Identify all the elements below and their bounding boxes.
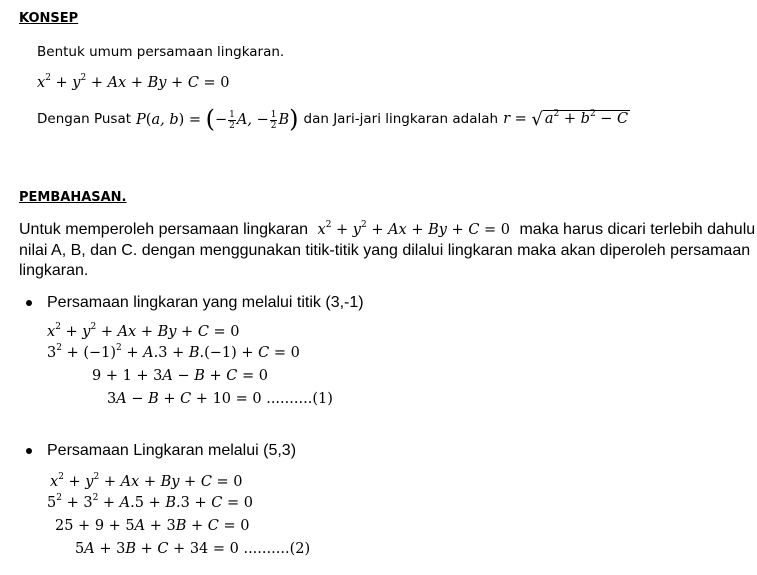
inline-equation: $x^2 + y^2 + Ax + By + C = 0$: [317, 220, 511, 238]
eq1-step1: $x^2 + y^2 + Ax + By + C = 0$: [47, 322, 240, 340]
konsep-heading: KONSEP: [19, 11, 79, 26]
para-line-1a: Untuk memperoleh persamaan lingkaran: [19, 221, 309, 238]
general-equation: $x^2 + y^2 + Ax + By + C = 0$: [37, 73, 230, 91]
bullet-2-text: Persamaan Lingkaran melalui (5,3): [47, 442, 297, 459]
bullet-dot: [26, 448, 32, 454]
center-radius-line: [37, 104, 630, 134]
eq2-step3: 25 + 9 + 5A + 3B + C = 0: [55, 518, 250, 534]
eq2-step1: $x^2 + y^2 + Ax + By + C = 0$: [50, 472, 243, 490]
para-line-2: nilai A, B, dan C. dengan menggunakan titik-titik yang dilalui lingkaran maka akan diperoleh persamaan: [19, 242, 751, 259]
bullet-dot: [26, 300, 32, 306]
para-line-1: [19, 220, 755, 240]
radius-formula: r = √ $a^2 + b^2 - C$: [503, 108, 629, 130]
eq1-step3: 9 + 1 + 3A − B + C = 0: [92, 368, 268, 384]
pusat-prefix: Dengan Pusat: [37, 111, 132, 127]
para-line-1b: maka harus dicari terlebih dahulu: [519, 221, 756, 238]
konsep-intro: Bentuk umum persamaan lingkaran.: [37, 44, 285, 60]
eq2-step4: 5A + 3B + C + 34 = 0 ..........(2): [75, 541, 311, 557]
eq2-step2: $5^2 + 3^2 + A.5 + B.3 + C = 0$: [47, 493, 253, 511]
eq1-step2: $3^2 + (-1)^2 + A.3 + B.(-1) + C = 0$: [47, 343, 300, 361]
jari-text: dan Jari-jari lingkaran adalah: [303, 111, 499, 127]
eq1-step4: 3A − B + C + 10 = 0 ..........(1): [107, 391, 333, 407]
center-formula: P(a, b) = (− $\frac{1}{2}$ A, − $\frac{1}{2}$ B): [136, 105, 299, 133]
pembahasan-heading: PEMBAHASAN.: [19, 190, 127, 205]
bullet-1-text: Persamaan lingkaran yang melalui titik (3,-1): [47, 294, 364, 311]
para-line-3: lingkaran.: [19, 262, 89, 279]
eq1-label: (1): [312, 391, 333, 407]
eq2-label: (2): [289, 541, 311, 557]
